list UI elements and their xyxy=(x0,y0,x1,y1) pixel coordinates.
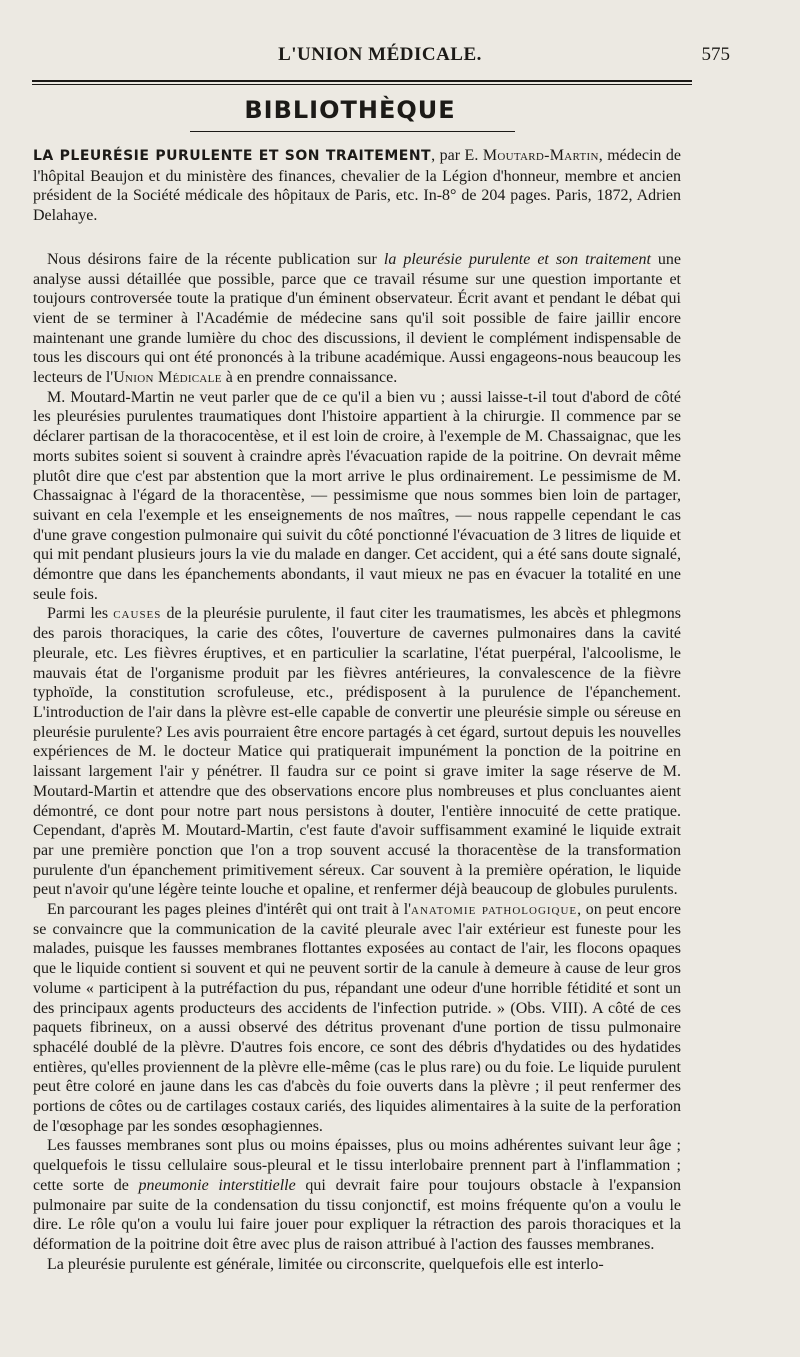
page-number: 575 xyxy=(701,44,730,65)
article-body xyxy=(33,146,681,1274)
book-author: Moutard-Martin xyxy=(482,147,599,164)
paragraph-6: La pleurésie purulente est générale, limitée ou circonscrite, quelquefois elle est interlo- xyxy=(47,1255,604,1273)
paragraph-3-smallcaps: causes xyxy=(113,605,162,623)
paragraph-1-journal-name: Union Médicale xyxy=(113,369,222,387)
running-head xyxy=(30,44,730,74)
paragraph-1-text-a: Nous désirons faire de la récente publication sur xyxy=(47,250,384,268)
journal-title: L'UNION MÉDICALE. xyxy=(278,44,482,65)
paragraph-4-text-a: En parcourant les pages pleines d'intérêt qui ont trait à l' xyxy=(47,901,412,919)
header-rule-thin xyxy=(32,84,692,85)
book-title: LA PLEURÉSIE PURULENTE ET SON TRAITEMENT xyxy=(33,148,432,164)
paragraph-3 xyxy=(33,604,681,900)
paragraph-5-italic: pneumonie interstitielle xyxy=(138,1176,296,1194)
paragraph-5 xyxy=(33,1136,681,1254)
book-entry xyxy=(33,146,681,226)
paragraph-4 xyxy=(33,900,681,1136)
section-title-rule xyxy=(190,131,515,132)
paragraph-3-text-b: de la pleurésie purulente, il faut citer les traumatismes, les abcès et phlegmons des parois thoraciques, la carie des côtes, l'ouverture de cavernes pulmonaires dans la cavité pleurale, etc. Les fièvres éruptives, et en particulier la scarlatine, l'état puerpéral, l'alcoolisme, le mauvais état de l'organisme produit par les fièvres antérieures, la convalescence de la fièvre typhoïde, la constitution scrofuleuse, etc., prédisposent à la purulence de l'épanchement. L'introduction de l'air dans la plèvre est-elle capable de convertir une pleurésie simple ou séreuse en pleurésie purulente? Les avis pourraient être encore partagés à cet égard, surtout depuis les nouvelles expériences de M. le docteur Matice qui pratiquerait impunément la ponction de la poitrine en laissant largement l'air y pénétrer. Il faudra sur ce point si grave imiter la sage réserve de M. Moutard-Martin et attendre que des observations encore plus nombreuses et plus concluantes aient démontré, ce dont pour notre part nous persistons à douter, l'entière innocuité de cette pratique. Cependant, d'après M. Moutard-Martin, c'est faute d'avoir suffisamment examiné le liquide extrait par une première ponction que l'on a trop souvent accusé la thoracentèse de la transformation purulente d'un épanchement primitivement séreux. Car souvent à la première opération, le liquide peut n'avoir qu'une légère teinte louche et opaline, et renfermer déjà beaucoup de globules purulents. xyxy=(33,605,681,899)
paragraph-1-italic: la pleurésie purulente et son traitement xyxy=(383,250,651,268)
section-title: BIBLIOTHÈQUE xyxy=(244,96,456,124)
paragraph-1 xyxy=(33,250,681,388)
book-details: , médecin de l'hôpital Beaujon et du ministère des finances, chevalier de la Légion d'honneur, membre et ancien président de la Société médicale des hôpitaux de Paris, etc. In-8° de 204 pages. Paris, 1872, Adrien Delahaye. xyxy=(33,147,682,225)
book-by: , par E. xyxy=(431,147,483,164)
paragraph-3-text-a: Parmi les xyxy=(47,605,114,623)
header-rule xyxy=(32,80,692,82)
paragraph-4-text-b: , on peut encore se convaincre que la communication de la cavité pleurale avec l'air extérieur est funeste pour les malades, puisque les fausses membranes flottantes exposées au contact de l'air, les flocons opaques que le liquide contient si souvent et qui ne peuvent sortir de la canule à demeure à cause de leur gros volume « participent à la putréfaction du pus, répandant une odeur d'une horrible fétidité et sont un des principaux agents producteurs des accidents de l'infection putride. » (Obs. VIII). A côté de ces paquets fibrineux, on a aussi observé des détritus provenant d'une portion de tissu pulmonaire sphacélé doublé de la plèvre. D'autres fois encore, ce sont des débris d'hydatides ou des hydatides entières, qu'elles proviennent de la plèvre elle-même (cas le plus rare) ou du foie. Le liquide purulent peut être coloré en jaune dans les cas d'abcès du foie ouverts dans la plèvre ; il peut renfermer des portions de côtes ou de cartilages costaux cariés, des liquides alimentaires à la suite de la perforation de l'œsophage par les sondes œsophagiennes. xyxy=(33,901,681,1135)
paragraph-1-text-c: à en prendre connaissance. xyxy=(221,369,398,387)
paragraph-5-text-b: qui devrait faire pour toujours obstacle à l'expansion pulmonaire par suite de la condensation du tissu conjonctif, est moins fréquente qu'on a voulu le dire. Le rôle qu'on a voulu lui faire jouer pour expliquer la rétraction des parois thoraciques et la déformation de la poitrine doit être avec plus de raison attribué à l'action des fausses membranes. xyxy=(33,1176,681,1253)
paragraph-1-text-b: une analyse aussi détaillée que possible, parce que ce travail résume sur une question importante et toujours controversée toute la pratique d'un éminent observateur. Écrit avant et pendant le débat qui vient de se terminer à l'Académie de médecine sans qu'il soit possible de faire jaillir encore maintenant une grande lumière du choc des discussions, il devient le complément indispensable de tous les discours qui ont été prononcés à la tribune académique. Aussi engageons-nous beaucoup les lecteurs de l' xyxy=(33,250,682,387)
paragraph-2: M. Moutard-Martin ne veut parler que de ce qu'il a bien vu ; aussi laisse-t-il tout d'abord de côté les pleurésies purulentes traumatiques dont l'histoire appartient à la chirurgie. Il commence par se déclarer partisan de la thoracocentèse, et il est loin de croire, à l'exemple de M. Chassaignac, que les morts subites soient si souvent à craindre après l'évacuation rapide de la poitrine. On devrait même plutôt dire que c'est par abstention que la mort arrive le plus ordinairement. Le pessimisme de M. Chassaignac à l'égard de la thoracentèse, — pessimisme que nous sommes bien loin de partager, suivant en cela l'exemple et les enseignements de nos maîtres, — nous rappelle cependant le cas d'une grave congestion pulmonaire qui suivit du côté ponctionné l'évacuation de 3 litres de liquide et qui mit pendant plusieurs jours la vie du malade en danger. Cet accident, qui a été sans doute signalé, démontre que dans les épanchements abondants, il vaut mieux ne pas en évacuer la totalité en une seule fois. xyxy=(33,388,681,603)
paragraph-5-text-a: Les fausses membranes sont plus ou moins épaisses, plus ou moins adhérentes suivant leur âge ; quelquefois le tissu cellulaire sous-pleural et le tissu interlobaire prennent part à l'inflammation ; cette sorte de xyxy=(33,1137,681,1194)
paragraph-4-smallcaps: anatomie pathologique xyxy=(411,901,578,919)
